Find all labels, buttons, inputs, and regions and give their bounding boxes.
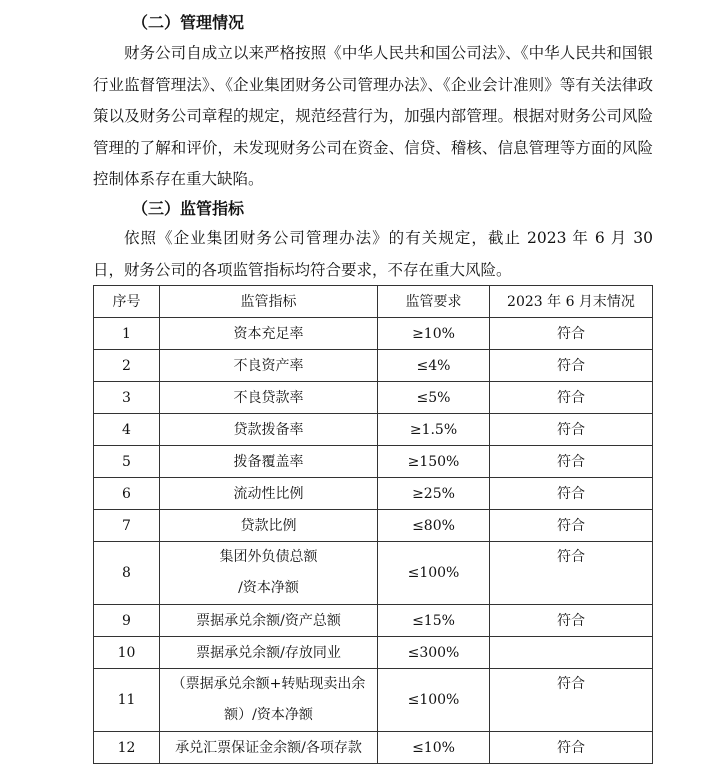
- header-indicator: 监管指标: [160, 286, 378, 318]
- row-no: 7: [94, 510, 160, 542]
- row-requirement: ≤5%: [378, 382, 490, 414]
- table-header-row: [94, 286, 653, 318]
- row-no: 10: [94, 637, 160, 669]
- row-indicator-line1: （票据承兑余额+转贴现卖出余: [171, 676, 366, 692]
- row-no: 11: [94, 669, 160, 732]
- row-no: 9: [94, 605, 160, 637]
- table-row: [94, 542, 653, 605]
- row-indicator: 资本充足率: [160, 318, 378, 350]
- row-status: [490, 637, 653, 669]
- row-requirement: ≤15%: [378, 605, 490, 637]
- row-status: 符合: [490, 605, 653, 637]
- row-no: 5: [94, 446, 160, 478]
- table-row: [94, 669, 653, 732]
- header-status: 2023 年 6 月末情况: [490, 286, 653, 318]
- row-indicator: 不良贷款率: [160, 382, 378, 414]
- row-indicator: 拨备覆盖率: [160, 446, 378, 478]
- row-no: 4: [94, 414, 160, 446]
- row-requirement: ≥1.5%: [378, 414, 490, 446]
- row-status: 符合: [490, 542, 653, 605]
- row-requirement: ≤4%: [378, 350, 490, 382]
- row-status: 符合: [490, 414, 653, 446]
- table-row: [94, 446, 653, 478]
- row-no: 6: [94, 478, 160, 510]
- row-requirement: ≤100%: [378, 542, 490, 605]
- table-row: [94, 478, 653, 510]
- row-status: 符合: [490, 732, 653, 764]
- row-indicator: 贷款拨备率: [160, 414, 378, 446]
- row-indicator: 流动性比例: [160, 478, 378, 510]
- table-row: [94, 732, 653, 764]
- row-indicator: 贷款比例: [160, 510, 378, 542]
- row-requirement: ≤80%: [378, 510, 490, 542]
- table-row: [94, 318, 653, 350]
- row-status: 符合: [490, 446, 653, 478]
- header-requirement: 监管要求: [378, 286, 490, 318]
- regulatory-indicators-table: [93, 285, 653, 764]
- row-indicator-line2: 额）/资本净额: [224, 707, 313, 723]
- row-no: 8: [94, 542, 160, 605]
- row-status: 符合: [490, 478, 653, 510]
- table-row: [94, 350, 653, 382]
- row-no: 2: [94, 350, 160, 382]
- row-indicator-line2: /资本净额: [238, 580, 299, 596]
- row-indicator-line1: 集团外负债总额: [219, 549, 318, 565]
- row-indicator: 票据承兑余额/存放同业: [160, 637, 378, 669]
- row-no: 1: [94, 318, 160, 350]
- section-heading-management: （二）管理情况: [132, 13, 245, 32]
- header-no: 序号: [94, 286, 160, 318]
- row-no: 12: [94, 732, 160, 764]
- row-indicator: [160, 542, 378, 605]
- row-indicator: 不良资产率: [160, 350, 378, 382]
- table-row: [94, 414, 653, 446]
- row-status: 符合: [490, 669, 653, 732]
- row-requirement: ≥25%: [378, 478, 490, 510]
- row-indicator: [160, 669, 378, 732]
- table-row: [94, 382, 653, 414]
- row-requirement: ≤300%: [378, 637, 490, 669]
- section-heading-indicators: （三）监管指标: [132, 199, 245, 218]
- row-indicator: 承兑汇票保证金余额/各项存款: [160, 732, 378, 764]
- row-status: 符合: [490, 318, 653, 350]
- row-no: 3: [94, 382, 160, 414]
- table-row: [94, 605, 653, 637]
- management-paragraph: 财务公司自成立以来严格按照《中华人民共和国公司法》、《中华人民共和国银行业监督管理法》、《企业集团财务公司管理办法》、《企业会计准则》等有关法律政策以及财务公司章程的规定，规范经营行为，加强内部管理。根据对财务公司风险管理的了解和评价，未发现财务公司在资金、信贷、稽核、信息管理等方面的风险控制体系存在重大缺陷。: [93, 44, 653, 188]
- row-status: 符合: [490, 510, 653, 542]
- row-requirement: ≤10%: [378, 732, 490, 764]
- row-status: 符合: [490, 350, 653, 382]
- table-row: [94, 510, 653, 542]
- row-status: 符合: [490, 382, 653, 414]
- row-indicator: 票据承兑余额/资产总额: [160, 605, 378, 637]
- indicators-paragraph: 依照《企业集团财务公司管理办法》的有关规定，截止 2023 年 6 月 30 日，财务公司的各项监管指标均符合要求，不存在重大风险。: [93, 229, 653, 279]
- row-requirement: ≥10%: [378, 318, 490, 350]
- row-requirement: ≤100%: [378, 669, 490, 732]
- row-requirement: ≥150%: [378, 446, 490, 478]
- table-row: [94, 637, 653, 669]
